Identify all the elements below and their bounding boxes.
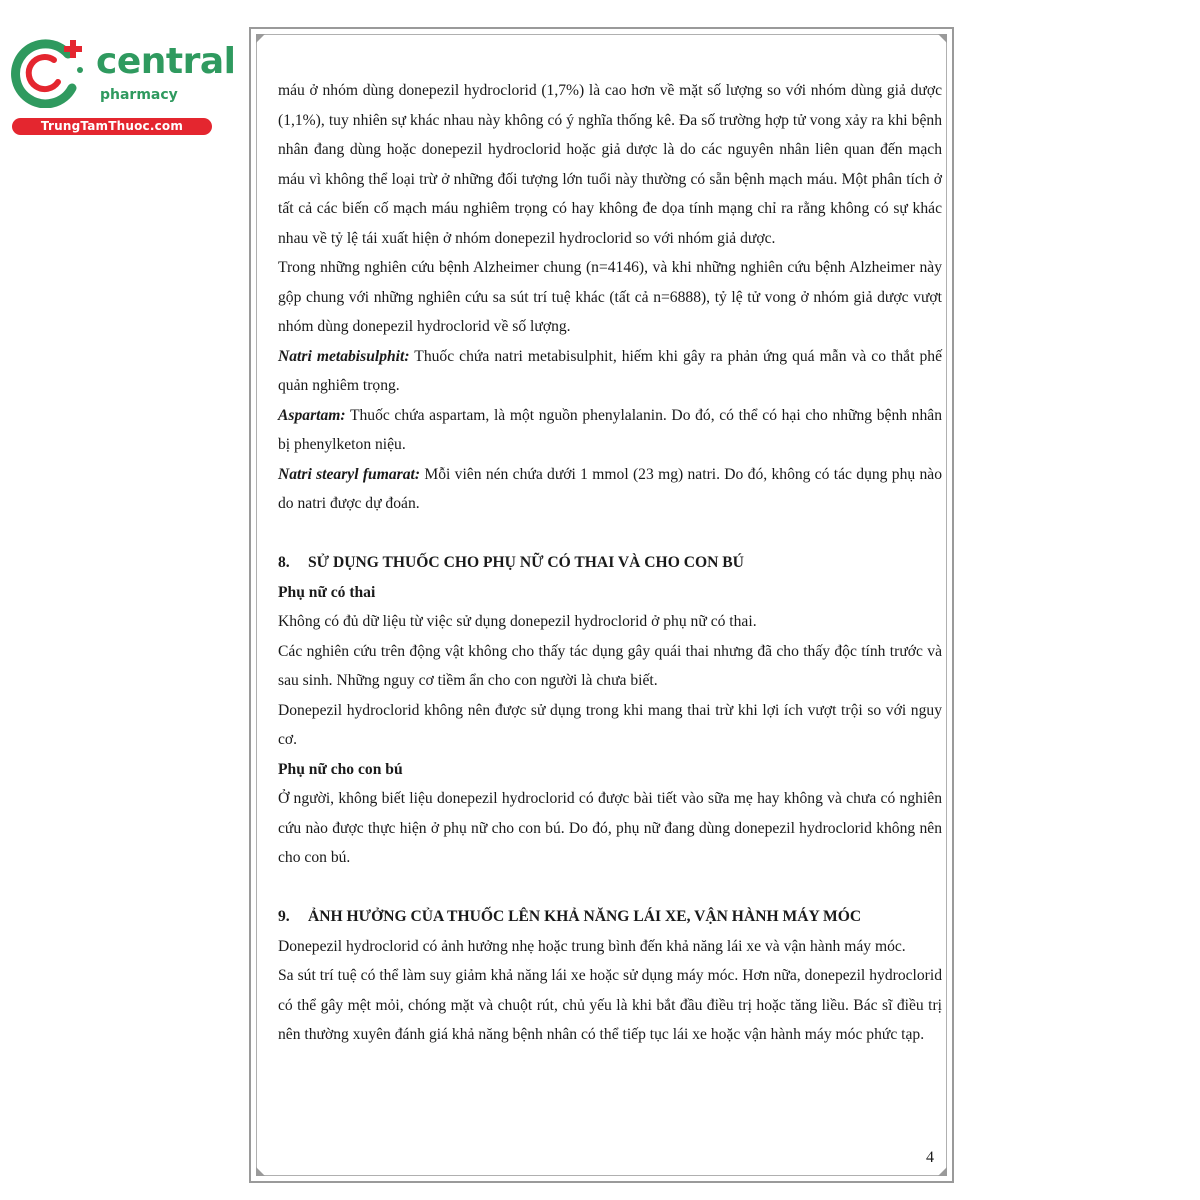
term-label: Natri metabisulphit: — [278, 347, 410, 365]
paragraph: Sa sút trí tuệ có thể làm suy giảm khả năng lái xe hoặc sử dụng máy móc. Hơn nữa, donepezil hydroclorid có thể gây mệt mỏi, chóng mặt và chuột rút, chủ yếu là khi bắt đầu điều trị hoặc tăng liều. Bác sĩ điều trị nên thường xuyên đánh giá khả năng bệnh nhân có thể tiếp tục lái xe hoặc vận hành máy móc phức tạp. — [278, 967, 942, 1043]
frame-corner-ornament — [938, 1167, 947, 1176]
logo-website: TrungTamThuoc.com — [12, 118, 212, 135]
paragraph — [278, 342, 942, 401]
section-title: SỬ DỤNG THUỐC CHO PHỤ NỮ CÓ THAI VÀ CHO CON BÚ — [308, 554, 744, 571]
section-number: 8. — [278, 554, 290, 571]
paragraph: Donepezil hydroclorid không nên được sử dụng trong khi mang thai trừ khi lợi ích vượt trội so với nguy cơ. — [278, 701, 942, 748]
page-number: 4 — [926, 1149, 934, 1166]
paragraph: máu ở nhóm dùng donepezil hydroclorid (1,7%) là cao hơn về mặt số lượng so với nhóm dùng giả dược (1,1%), tuy nhiên sự khác nhau này không có ý nghĩa thống kê. Đa số trường hợp tử vong xảy ra khi bệnh nhân đang dùng hoặc donepezil hydroclorid hoặc giả dược là do các nguyên nhân liên quan đến mạch máu vì không thể loại trừ ở những đối tượng lớn tuổi này thường có sẵn bệnh mạch máu. Một phân tích ở tất cả các biến cố mạch máu nghiêm trọng có hay không đe dọa tính mạng chỉ ra rằng không có sự khác nhau về tỷ lệ tái xuất hiện ở nhóm donepezil hydroclorid so với nhóm giả dược. — [278, 82, 942, 247]
logo-subtitle: pharmacy — [100, 87, 178, 103]
term-label: Aspartam: — [278, 406, 346, 424]
paragraph: Ở người, không biết liệu donepezil hydroclorid có được bài tiết vào sữa mẹ hay không và chưa có nghiên cứu nào được thực hiện ở phụ nữ cho con bú. Do đó, phụ nữ đang dùng donepezil hydroclorid không nên cho con bú. — [278, 790, 942, 866]
term-text: Thuốc chứa natri metabisulphit, hiếm khi gây ra phản ứng quá mẫn và co thắt phế quản nghiêm trọng. — [278, 347, 942, 394]
paragraph: Donepezil hydroclorid có ảnh hưởng nhẹ hoặc trung bình đến khả năng lái xe và vận hành máy móc. — [278, 937, 906, 955]
section-heading-8 — [278, 548, 942, 578]
term-text: Mỗi viên nén chứa dưới 1 mmol (23 mg) natri. Do đó, không có tác dụng phụ nào do natri được dự đoán. — [278, 465, 942, 512]
logo-brand: central — [96, 41, 236, 82]
section-heading-9 — [278, 902, 942, 932]
paragraph: Trong những nghiên cứu bệnh Alzheimer chung (n=4146), và khi những nghiên cứu bệnh Alzheimer này gộp chung với những nghiên cứu sa sút trí tuệ khác (tất cả n=6888), tỷ lệ tử vong ở nhóm giả dược vượt nhóm dùng donepezil hydroclorid về số lượng. — [278, 259, 942, 335]
subheading-pregnant: Phụ nữ có thai — [278, 583, 376, 601]
term-label: Natri stearyl fumarat: — [278, 465, 421, 483]
frame-corner-ornament — [256, 1167, 265, 1176]
subheading-breastfeeding: Phụ nữ cho con bú — [278, 760, 403, 778]
frame-corner-ornament — [938, 34, 947, 43]
frame-corner-ornament — [256, 34, 265, 43]
paragraph — [278, 401, 942, 460]
paragraph — [278, 460, 942, 519]
document-body — [278, 76, 942, 1050]
section-title: ẢNH HƯỞNG CỦA THUỐC LÊN KHẢ NĂNG LÁI XE, VẬN HÀNH MÁY MÓC — [308, 908, 862, 925]
pharmacy-logo — [10, 38, 236, 138]
central-pharmacy-logo-icon — [10, 38, 94, 108]
paragraph: Các nghiên cứu trên động vật không cho thấy tác dụng gây quái thai nhưng đã cho thấy độc tính trước và sau sinh. Những nguy cơ tiềm ẩn cho con người là chưa biết. — [278, 642, 942, 689]
section-number: 9. — [278, 908, 290, 925]
paragraph: Không có đủ dữ liệu từ việc sử dụng donepezil hydroclorid ở phụ nữ có thai. — [278, 613, 757, 630]
term-text: Thuốc chứa aspartam, là một nguồn phenylalanin. Do đó, có thể có hại cho những bệnh nhân bị phenylketon niệu. — [278, 406, 942, 453]
